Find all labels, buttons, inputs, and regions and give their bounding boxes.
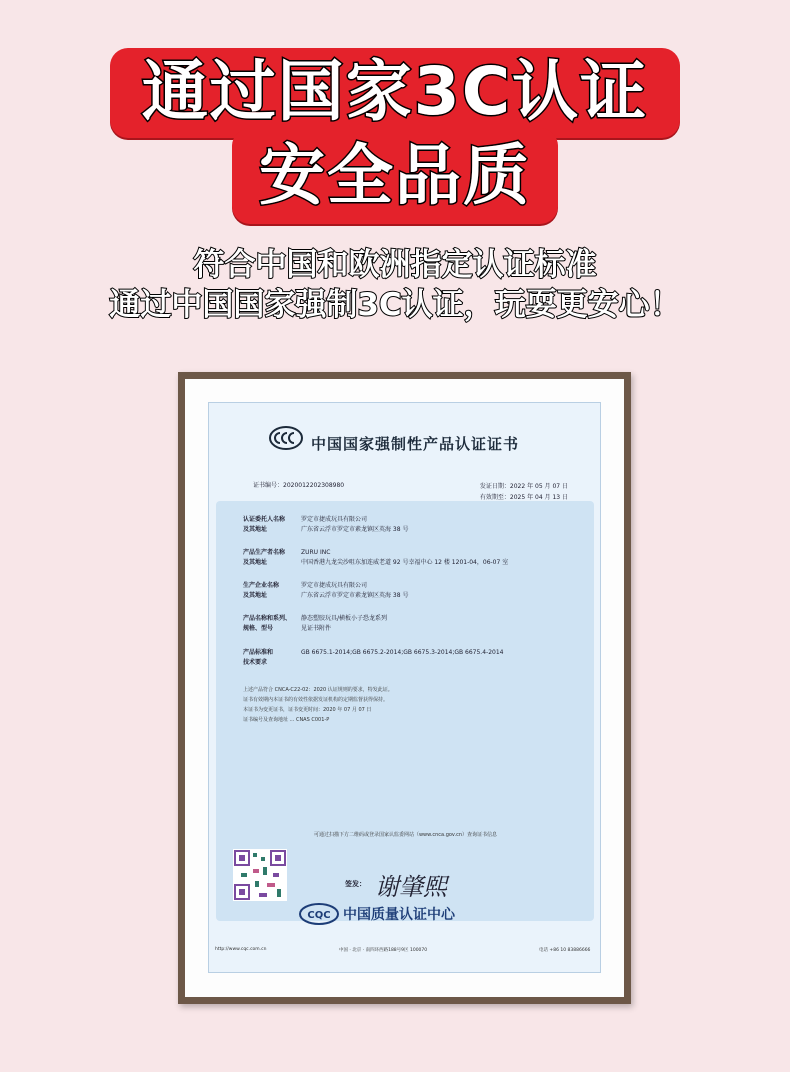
- valid-date: 2025 年 04 月 13 日: [509, 494, 568, 501]
- issue-date-label: 发证日期：: [479, 483, 510, 490]
- cert-number: [253, 480, 344, 489]
- issue-date: 2022 年 05 月 07 日: [509, 483, 568, 490]
- row-key: 规格、型号: [243, 625, 274, 632]
- qr-code-icon: [233, 849, 287, 901]
- row-value: 罗定市捷成玩具有限公司: [301, 582, 368, 589]
- certificate-notes: [243, 685, 393, 725]
- subline-2: 通过中国国家强制3C认证，玩耍更安心！: [109, 287, 681, 323]
- row-tech-req: [243, 658, 301, 668]
- row-manufacturer-address: [243, 558, 508, 568]
- row-key: 产品名称和系列、: [243, 615, 292, 622]
- issuer-website: http://www.cqc.com.cn: [215, 947, 267, 952]
- cqc-logo-icon: [299, 903, 339, 925]
- row-manufacturer: [243, 548, 330, 558]
- row-key: 认证委托人名称: [243, 516, 286, 523]
- row-standard: [243, 648, 503, 658]
- verify-note: 可通过扫描下方二维码或登录国家认监委网站（www.cnca.gov.cn）查询证书信息: [313, 832, 498, 838]
- certificate-frame: [178, 372, 631, 1004]
- row-factory-address: [243, 591, 408, 601]
- sign-label: 签发：: [345, 880, 366, 888]
- note-line: 本证书为变更证书，证书变更时间：2020 年 07 月 07 日: [243, 707, 372, 713]
- issuer-name: 中国质量认证中心: [343, 907, 455, 923]
- row-product: [243, 614, 387, 624]
- row-applicant-address: [243, 525, 408, 535]
- issuer-address: 中国 · 北京 · 南四环西路188号9区 100070: [339, 948, 428, 953]
- certificate: [208, 402, 601, 973]
- row-applicant: [243, 515, 367, 525]
- row-value: 见证书附件: [301, 625, 332, 632]
- valid-date-label: 有效期至：: [479, 494, 510, 501]
- row-value: 罗定市捷成玩具有限公司: [301, 516, 368, 523]
- row-factory: [243, 581, 367, 591]
- note-line: 证书编号及查询地址 ... CNAS C001-P: [243, 717, 330, 723]
- row-key: 技术要求: [243, 659, 268, 666]
- row-key: 及其地址: [243, 526, 268, 533]
- note-line: 证书有效期内本证书的有效性依据发证机构的定期监督获得保持。: [243, 697, 389, 703]
- row-value: 广东省云浮市罗定市素龙镇区英海 38 号: [301, 526, 409, 533]
- headline-line-1: 通过国家3C认证: [141, 53, 649, 130]
- row-key: 及其地址: [243, 592, 268, 599]
- row-value: 广东省云浮市罗定市素龙镇区英海 38 号: [301, 592, 409, 599]
- cert-dates: [480, 481, 568, 503]
- row-value: 静态塑胶玩具/横板小子恐龙系列: [301, 615, 388, 622]
- note-line: 上述产品符合 CNCA-C22-02：2020 认证规则的要求，特发此证。: [243, 687, 393, 693]
- row-key: 生产企业名称: [243, 582, 280, 589]
- cert-number-value: 2020012202308980: [283, 482, 345, 489]
- headline-line-2: 安全品质: [259, 137, 531, 214]
- issuer-phone: 电话 +86 10 83886666: [539, 948, 591, 953]
- row-value: 中国香港九龙尖沙咀东加连威老道 92 号幸福中心 12 楼 1201-04，06-07 室: [301, 559, 509, 566]
- row-key: 产品生产者名称: [243, 549, 286, 556]
- row-value: ZURU INC: [301, 549, 331, 556]
- certificate-title: 中国国家强制性产品认证证书: [311, 435, 520, 453]
- ccc-mark-icon: [268, 425, 304, 451]
- row-key: 及其地址: [243, 559, 268, 566]
- subline-1: 符合中国和欧洲指定认证标准: [193, 247, 597, 283]
- row-model: [243, 624, 331, 634]
- signature: 谢肇熙: [375, 873, 447, 901]
- row-key: 产品标准和: [243, 649, 274, 656]
- row-value: GB 6675.1-2014;GB 6675.2-2014;GB 6675.3-2014;GB 6675.4-2014: [301, 649, 504, 656]
- cert-number-label: 证书编号：: [253, 482, 284, 489]
- svg-text:CQC: CQC: [307, 910, 331, 921]
- frame-mat: [185, 379, 624, 997]
